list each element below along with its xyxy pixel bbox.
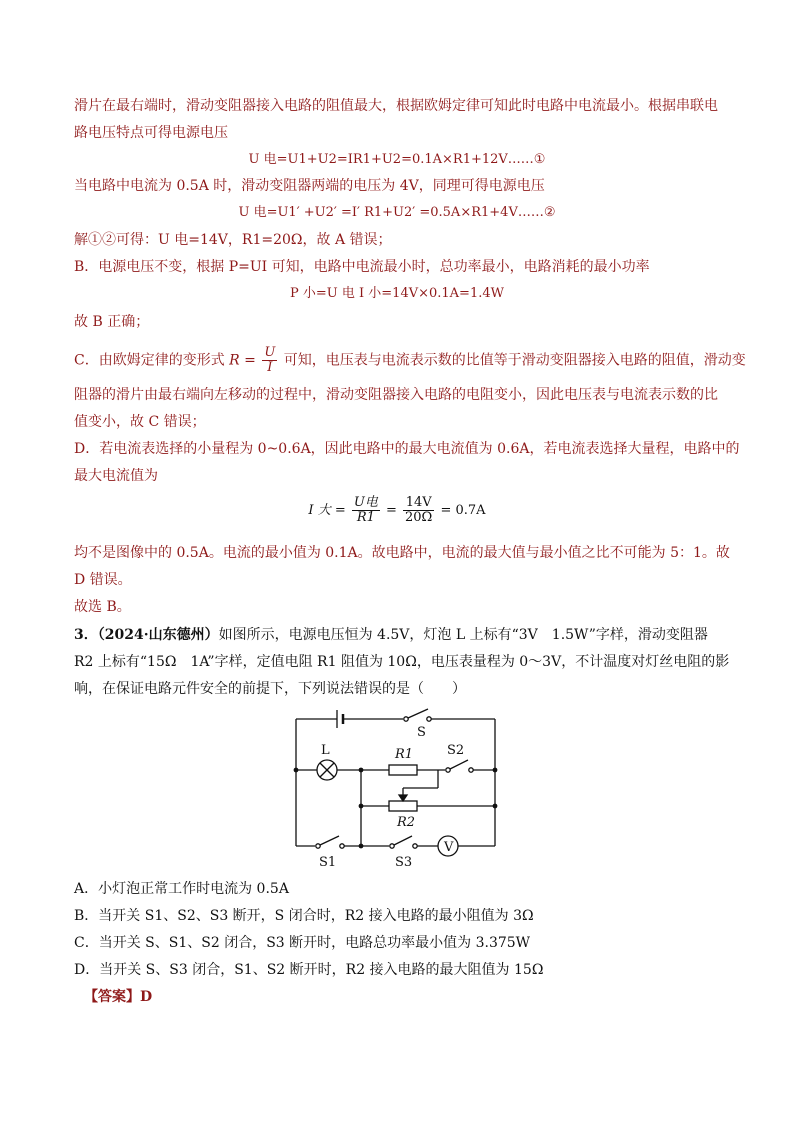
- label-s1: S1: [319, 855, 337, 870]
- junction-dot: [493, 768, 498, 773]
- question-number: 3．: [74, 627, 98, 643]
- solution-paragraph-line: 值变小，故 C 错误；: [74, 414, 206, 430]
- label-v: V: [444, 840, 454, 855]
- eq4-equals: =: [385, 503, 397, 518]
- eq4-lhs: I 大 =: [308, 503, 346, 518]
- label-s2: S2: [447, 743, 465, 758]
- solution-paragraph-line: 阻器的滑片由最右端向左移动的过程中，滑动变阻器接入电路的电阻变小，因此电压表与电流表示数的比: [74, 387, 718, 403]
- option-a: A．小灯泡正常工作时电流为 0.5A: [74, 881, 289, 897]
- label-r2: R2: [397, 815, 416, 830]
- formula-numerator: U: [264, 345, 276, 360]
- solution-paragraph-line: 路电压特点可得电源电压: [74, 125, 228, 141]
- label-l: L: [321, 743, 330, 758]
- eq4-rhs: = 0.7A: [440, 503, 486, 518]
- eq4-denominator-1: R1: [356, 510, 375, 525]
- junction-dot: [359, 844, 364, 849]
- answer-value: D: [140, 989, 153, 1005]
- eq4-numerator-1: U电: [353, 495, 378, 510]
- eq4-fraction-1: [352, 496, 380, 525]
- r2-slider-arrow: [399, 795, 407, 801]
- switch-s-blade: [408, 709, 428, 718]
- junction-dot: [294, 768, 299, 773]
- formula-denominator: I: [267, 360, 273, 375]
- solution-final-choice: 故选 B。: [74, 599, 131, 615]
- junction-dot: [359, 804, 364, 809]
- label-r1: R1: [395, 747, 414, 762]
- option-c: C．当开关 S、S1、S2 闭合，S3 断开时，电路总功率最小值为 3.375W: [74, 935, 531, 951]
- solution-paragraph-line: 滑片在最右端时，滑动变阻器接入电路的阻值最大，根据欧姆定律可知此时电路中电流最小。根据串联电: [74, 98, 718, 114]
- solution-option-b: B．电源电压不变，根据 P=UI 可知，电路中电流最小时，总功率最小，电路消耗的最小功率: [74, 259, 650, 275]
- label-s3: S3: [395, 855, 413, 870]
- solution-paragraph-line: D 错误。: [74, 572, 132, 588]
- switch-s2-pivot: [446, 768, 450, 772]
- switch-s1-pivot: [316, 844, 320, 848]
- solution-result: 解①②可得：U 电=14V，R1=20Ω，故 A 错误；: [74, 232, 392, 248]
- solution-option-c: [74, 346, 746, 375]
- option-c-text: 可知，电压表与电流表示数的比值等于滑动变阻器接入电路的阻值，滑动变: [283, 352, 746, 369]
- resistor-r1: [389, 765, 417, 775]
- label-s: S: [417, 725, 426, 740]
- switch-s3-contact: [413, 844, 417, 848]
- solution-paragraph: 当电路中电流为 0.5A 时，滑动变阻器两端的电压为 4V，同理可得电源电压: [74, 178, 545, 194]
- switch-s1-blade: [320, 836, 339, 845]
- eq4-fraction-2: [403, 496, 434, 525]
- switch-s2-blade: [450, 760, 468, 769]
- option-c-intro: C．由欧姆定律的变形式: [74, 352, 225, 369]
- switch-s-contact: [427, 717, 431, 721]
- junction-dot: [359, 768, 364, 773]
- circuit-diagram: [285, 706, 515, 876]
- option-d: D．当开关 S、S3 闭合，S1、S2 断开时，R2 接入电路的最大阻值为 15Ω: [74, 962, 544, 978]
- question-3-line-3: 响，在保证电路元件安全的前提下，下列说法错误的是（ ）: [74, 681, 466, 697]
- formula-lhs: R =: [229, 352, 256, 369]
- equation-1: U 电=U1+U2=IR1+U2=0.1A×R1+12V……①: [248, 152, 546, 167]
- switch-s1-contact: [340, 844, 344, 848]
- solution-conclusion-b: 故 B 正确；: [74, 314, 150, 330]
- resistor-r2: [389, 801, 417, 811]
- question-3-line-2: R2 上标有“15Ω 1A”字样，定值电阻 R1 阻值为 10Ω，电压表量程为 0～3V，不计温度对灯丝电阻的影: [74, 654, 730, 670]
- option-b: B．当开关 S1、S2、S3 断开，S 闭合时，R2 接入电路的最小阻值为 3Ω: [74, 908, 534, 924]
- formula-fraction: [262, 346, 277, 375]
- question-3-line-1: [74, 626, 708, 644]
- answer-line: [84, 988, 152, 1006]
- switch-s3-pivot: [390, 844, 394, 848]
- switch-s3-blade: [394, 836, 412, 845]
- equation-3: P 小=U 电 I 小=14V×0.1A=1.4W: [290, 286, 504, 301]
- answer-label: 【答案】: [84, 989, 140, 1005]
- question-text: 如图所示，电源电压恒为 4.5V，灯泡 L 上标有“3V 1.5W”字样，滑动变阻器: [218, 627, 708, 643]
- solution-option-d: D．若电流表选择的小量程为 0~0.6A，因此电路中的最大电流值为 0.6A，若电流表选择大量程，电路中的: [74, 441, 740, 457]
- solution-paragraph-line: 均不是图像中的 0.5A。电流的最小值为 0.1A。故电路中，电流的最大值与最小值之比不可能为 5：1。故: [74, 545, 730, 561]
- eq4-denominator-2: 20Ω: [405, 510, 433, 525]
- equation-2: U 电=U1′ +U2′ =I′ R1+U2′ =0.5A×R1+4V……②: [238, 205, 556, 220]
- solution-paragraph-line: 最大电流值为: [74, 468, 158, 484]
- eq4-numerator-2: 14V: [403, 496, 434, 511]
- switch-s2-contact: [469, 768, 473, 772]
- question-source: （2024·山东德州）: [97, 627, 219, 643]
- switch-s-pivot: [404, 717, 408, 721]
- junction-dot: [493, 804, 498, 809]
- equation-4: [0, 496, 794, 525]
